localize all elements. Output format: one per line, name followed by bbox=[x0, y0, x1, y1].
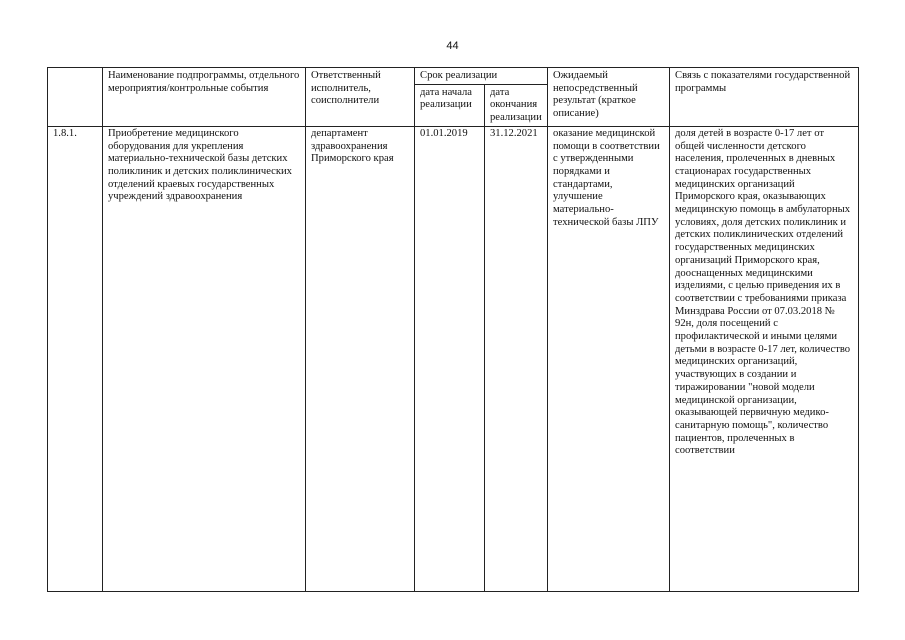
cell-result: оказание медицинской помощи в соответствии с утвержденными порядками и стандартами, улучшение материально-технической базы ЛПУ bbox=[548, 126, 670, 591]
header-period: Срок реализации bbox=[415, 68, 548, 85]
header-responsible: Ответственный исполнитель, соисполнители bbox=[306, 68, 415, 127]
cell-responsible: департамент здравоохранения Приморского края bbox=[306, 126, 415, 591]
header-end: дата окончания реализации bbox=[485, 84, 548, 126]
cell-number: 1.8.1. bbox=[48, 126, 103, 591]
header-name: Наименование подпрограммы, отдельного мероприятия/контрольные события bbox=[103, 68, 306, 127]
page-number: 44 bbox=[446, 40, 459, 52]
header-link: Связь с показателями государственной программы bbox=[670, 68, 859, 127]
cell-name: Приобретение медицинского оборудования для укрепления материально-технической базы детских поликлиник и детских поликлинических отделений краевых государственных учреждений здравоохранения bbox=[103, 126, 306, 591]
table-header-row bbox=[48, 68, 859, 85]
program-table bbox=[47, 67, 859, 592]
table-row bbox=[48, 126, 859, 591]
cell-start: 01.01.2019 bbox=[415, 126, 485, 591]
cell-link-text: доля детей в возрасте 0-17 лет от общей численности детского населения, пролеченных в дневных стационарах государственных медицинских организаций Приморского края, оказывающих медицинскую помощь в амбулаторных условиях, доля детских поликлиник и детских поликлинических отделений государственных медицинских организаций Приморского края, дооснащенных медицинскими изделиями, с целью приведения их в соответствии с требованиями приказа Минздрава России от 07.03.2018 № 92н, доля посещений с профилактической и иными целями детьми в возрасте 0-17 лет, количество медицинских организаций, участвующих в создании и тиражировании "новой модели медицинской организации, оказывающей первичную медико-санитарную помощь", количество пациентов, пролеченных в соответствии bbox=[675, 127, 851, 457]
header-number bbox=[48, 68, 103, 127]
header-start: дата начала реализации bbox=[415, 84, 485, 126]
cell-end: 31.12.2021 bbox=[485, 126, 548, 591]
header-result: Ожидаемый непосредственный результат (краткое описание) bbox=[548, 68, 670, 127]
cell-link bbox=[670, 126, 859, 591]
